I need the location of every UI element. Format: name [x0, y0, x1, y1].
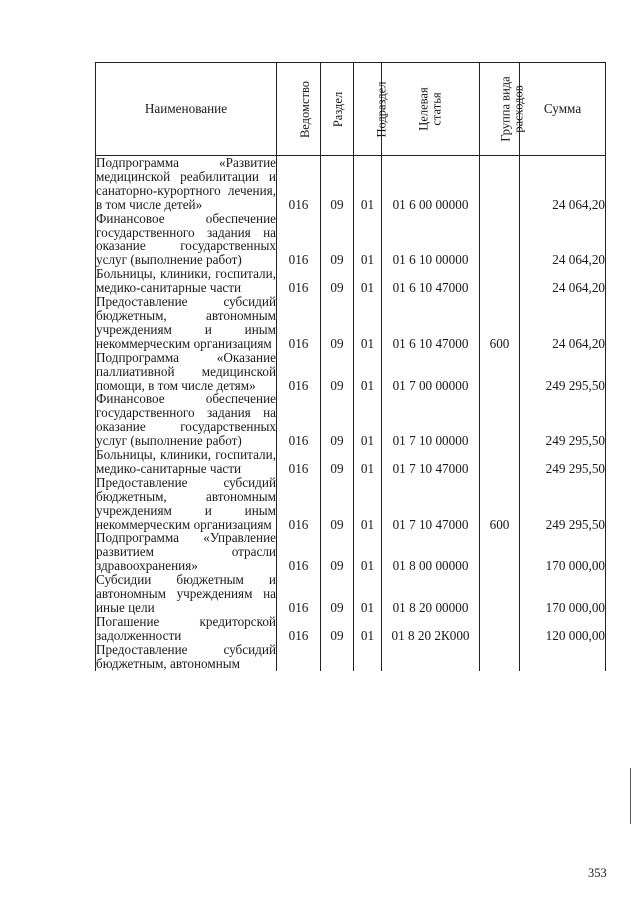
row-name-text: Предоставление субсидий бюджетным, автономным учреждениям и иным некоммерческим организациям: [96, 474, 276, 532]
row-podrazdel: [354, 531, 382, 573]
row-vedomstvo-text: 016: [288, 335, 309, 351]
row-summa-text: 170 000,00: [545, 558, 605, 574]
row-vedomstvo: [277, 392, 321, 448]
row-summa-text: 24 064,20: [552, 252, 605, 268]
row-celevaya-text: 01 8 00 00000: [392, 558, 469, 574]
table-row: [96, 392, 606, 448]
row-podrazdel-text: 01: [360, 516, 375, 532]
row-name-text: Субсидии бюджетным и автономным учреждениям на иные цели: [96, 572, 276, 615]
margin-line: [630, 768, 631, 824]
row-name: [96, 531, 277, 573]
row-gruppa-text: 600: [489, 516, 510, 532]
row-podrazdel: [354, 212, 382, 268]
header-name-label: Наименование: [144, 101, 228, 117]
header-summa-label: Сумма: [543, 101, 582, 117]
row-name-text: Погашение кредиторской задолженности: [96, 613, 276, 643]
table-row: [96, 573, 606, 615]
row-gruppa: [480, 267, 520, 295]
row-razdel-text: 09: [330, 600, 344, 615]
row-name: [96, 643, 277, 671]
row-podrazdel: [354, 392, 382, 448]
row-vedomstvo: [277, 351, 321, 393]
row-razdel-text: 09: [330, 252, 344, 268]
row-razdel: [321, 531, 354, 573]
row-celevaya-text: 01 7 10 00000: [392, 433, 469, 449]
row-vedomstvo-text: 016: [288, 516, 309, 532]
row-vedomstvo: [277, 295, 321, 351]
header-celevaya-label: Целевая статья: [416, 87, 444, 131]
header-podrazdel: [354, 63, 389, 156]
row-vedomstvo: [277, 573, 321, 615]
row-vedomstvo-text: 016: [288, 280, 309, 296]
row-summa: [520, 212, 606, 268]
header-summa: [520, 63, 606, 156]
table-row: [96, 212, 606, 268]
row-summa: [520, 392, 606, 448]
table-row: [96, 267, 606, 295]
row-summa-text: 24 064,20: [552, 280, 605, 296]
row-name: [96, 615, 277, 643]
row-gruppa: [480, 448, 520, 476]
table-body: [96, 156, 606, 671]
row-podrazdel-text: 01: [360, 280, 375, 296]
table-row: [96, 156, 606, 212]
header-vedomstvo: [277, 63, 321, 156]
row-celevaya-text: 01 6 10 47000: [392, 335, 469, 351]
header-gruppa-label: Группа вида расходов: [498, 76, 526, 142]
row-name: [96, 212, 277, 268]
row-gruppa: [480, 573, 520, 615]
row-razdel-text: 09: [330, 335, 344, 351]
row-summa: [520, 267, 606, 295]
row-podrazdel: [354, 643, 382, 671]
row-summa: [520, 615, 606, 643]
row-razdel: [321, 351, 354, 393]
row-gruppa: [480, 212, 520, 268]
row-razdel-text: 09: [330, 280, 344, 296]
row-podrazdel: [354, 295, 382, 351]
row-name: [96, 351, 277, 393]
row-podrazdel-text: 01: [360, 627, 375, 643]
row-razdel-text: 09: [330, 460, 344, 476]
row-celevaya-text: 01 8 20 2К000: [391, 627, 470, 643]
row-celevaya: [382, 295, 480, 351]
row-razdel: [321, 392, 354, 448]
row-vedomstvo-text: 016: [288, 252, 309, 268]
page-number: 353: [588, 866, 607, 880]
row-celevaya-text: 01 6 10 00000: [392, 252, 469, 268]
row-razdel-text: 09: [330, 627, 344, 643]
row-name: [96, 295, 277, 351]
row-podrazdel-text: 01: [360, 433, 375, 449]
header-podrazdel-label: Подраздел: [374, 81, 389, 138]
row-gruppa: [480, 531, 520, 573]
row-celevaya-text: 01 6 00 00000: [392, 196, 469, 212]
header-razdel: [321, 63, 354, 156]
row-summa-text: 249 295,50: [545, 377, 605, 393]
row-celevaya-text: 01 8 20 00000: [392, 600, 469, 615]
row-celevaya: [382, 156, 480, 212]
row-summa-text: 249 295,50: [545, 433, 605, 449]
table-header: [96, 63, 606, 156]
row-celevaya: [382, 476, 480, 532]
row-summa-text: 249 295,50: [545, 516, 605, 532]
table-row: [96, 531, 606, 573]
row-podrazdel: [354, 615, 382, 643]
row-vedomstvo: [277, 267, 321, 295]
row-celevaya: [382, 573, 480, 615]
table-row: [96, 615, 606, 643]
row-summa: [520, 531, 606, 573]
row-podrazdel-text: 01: [360, 196, 375, 212]
row-gruppa: [480, 295, 520, 351]
row-podrazdel: [354, 476, 382, 532]
row-summa: [520, 351, 606, 393]
header-name: [96, 63, 277, 156]
row-name: [96, 267, 277, 295]
row-name-text: Финансовое обеспечение государственного задания на оказание государственных услуг (выполнение работ): [96, 391, 276, 449]
table-row: [96, 351, 606, 393]
row-podrazdel-text: 01: [360, 600, 375, 615]
row-razdel: [321, 643, 354, 671]
table-row: [96, 295, 606, 351]
row-vedomstvo: [277, 212, 321, 268]
row-razdel: [321, 295, 354, 351]
row-celevaya: [382, 267, 480, 295]
row-gruppa: [480, 615, 520, 643]
row-summa-text: 24 064,20: [552, 335, 605, 351]
row-name-text: Подпрограмма «Управление развитием отрасли здравоохранения»: [96, 530, 276, 574]
row-vedomstvo-text: 016: [288, 558, 309, 574]
row-podrazdel-text: 01: [360, 252, 375, 268]
row-summa: [520, 476, 606, 532]
table-row: [96, 643, 606, 671]
row-podrazdel-text: 01: [360, 335, 375, 351]
row-summa: [520, 448, 606, 476]
row-podrazdel: [354, 573, 382, 615]
row-podrazdel-text: 01: [360, 460, 375, 476]
budget-table: [95, 62, 606, 671]
row-name-text: Подпрограмма «Развитие медицинской реабилитации и санаторно-курортного лечения, в том числе детей»: [96, 155, 276, 212]
row-razdel-text: 09: [330, 196, 344, 212]
row-celevaya: [382, 392, 480, 448]
row-podrazdel: [354, 351, 382, 393]
row-vedomstvo: [277, 476, 321, 532]
row-vedomstvo-text: 016: [288, 600, 309, 615]
row-vedomstvo-text: 016: [288, 433, 309, 449]
row-vedomstvo-text: 016: [288, 460, 309, 476]
row-name-text: Больницы, клиники, госпитали, медико-санитарные части: [96, 447, 276, 476]
row-celevaya: [382, 643, 480, 671]
row-name-text: Финансовое обеспечение государственного задания на оказание государственных услуг (выполнение работ): [96, 210, 276, 268]
row-razdel: [321, 615, 354, 643]
row-celevaya-text: 01 7 10 47000: [392, 516, 469, 532]
header-celevaya: [382, 63, 480, 156]
row-razdel: [321, 156, 354, 212]
row-summa: [520, 643, 606, 671]
row-podrazdel-text: 01: [360, 558, 375, 574]
row-razdel-text: 09: [330, 516, 344, 532]
row-podrazdel-text: 01: [360, 377, 375, 393]
row-name: [96, 476, 277, 532]
row-vedomstvo-text: 016: [288, 377, 309, 393]
row-summa-text: 249 295,50: [545, 460, 605, 476]
header-gruppa: [480, 63, 526, 156]
row-razdel: [321, 573, 354, 615]
row-summa: [520, 295, 606, 351]
row-vedomstvo: [277, 615, 321, 643]
row-celevaya: [382, 615, 480, 643]
row-razdel-text: 09: [330, 558, 344, 574]
row-vedomstvo-text: 016: [288, 627, 309, 643]
row-summa-text: 170 000,00: [545, 600, 605, 615]
row-razdel: [321, 212, 354, 268]
row-vedomstvo: [277, 448, 321, 476]
row-razdel-text: 09: [330, 377, 344, 393]
row-celevaya: [382, 531, 480, 573]
row-celevaya-text: 01 6 10 47000: [392, 280, 469, 296]
row-vedomstvo: [277, 531, 321, 573]
row-celevaya: [382, 351, 480, 393]
row-gruppa: [480, 351, 520, 393]
row-celevaya-text: 01 7 00 00000: [392, 377, 469, 393]
row-name: [96, 573, 277, 615]
row-name-text: Больницы, клиники, госпитали, медико-санитарные части: [96, 266, 276, 296]
row-name: [96, 448, 277, 476]
row-podrazdel: [354, 156, 382, 212]
row-name: [96, 392, 277, 448]
row-summa-text: 24 064,20: [552, 196, 605, 212]
header-razdel-label: Раздел: [331, 91, 346, 128]
row-name-text: Подпрограмма «Оказание паллиативной медицинской помощи, в том числе детям»: [96, 349, 276, 393]
table-row: [96, 476, 606, 532]
row-vedomstvo-text: 016: [288, 196, 309, 212]
row-summa: [520, 156, 606, 212]
row-celevaya-text: 01 7 10 47000: [392, 460, 469, 476]
row-razdel: [321, 267, 354, 295]
row-razdel: [321, 476, 354, 532]
header-vedomstvo-label: Ведомство: [298, 80, 313, 139]
row-gruppa: [480, 392, 520, 448]
row-summa: [520, 573, 606, 615]
row-razdel-text: 09: [330, 433, 344, 449]
row-celevaya: [382, 448, 480, 476]
row-gruppa: [480, 643, 520, 671]
row-name-text: Предоставление субсидий бюджетным, автономным: [96, 641, 276, 671]
row-gruppa-text: 600: [489, 335, 510, 351]
row-razdel: [321, 448, 354, 476]
row-vedomstvo: [277, 643, 321, 671]
table-row: [96, 448, 606, 476]
row-celevaya: [382, 212, 480, 268]
row-gruppa: [480, 476, 520, 532]
row-gruppa: [480, 156, 520, 212]
row-name: [96, 156, 277, 212]
row-summa-text: 120 000,00: [545, 627, 605, 643]
row-podrazdel: [354, 448, 382, 476]
row-podrazdel: [354, 267, 382, 295]
row-vedomstvo: [277, 156, 321, 212]
row-name-text: Предоставление субсидий бюджетным, автономным учреждениям и иным некоммерческим организациям: [96, 294, 276, 351]
